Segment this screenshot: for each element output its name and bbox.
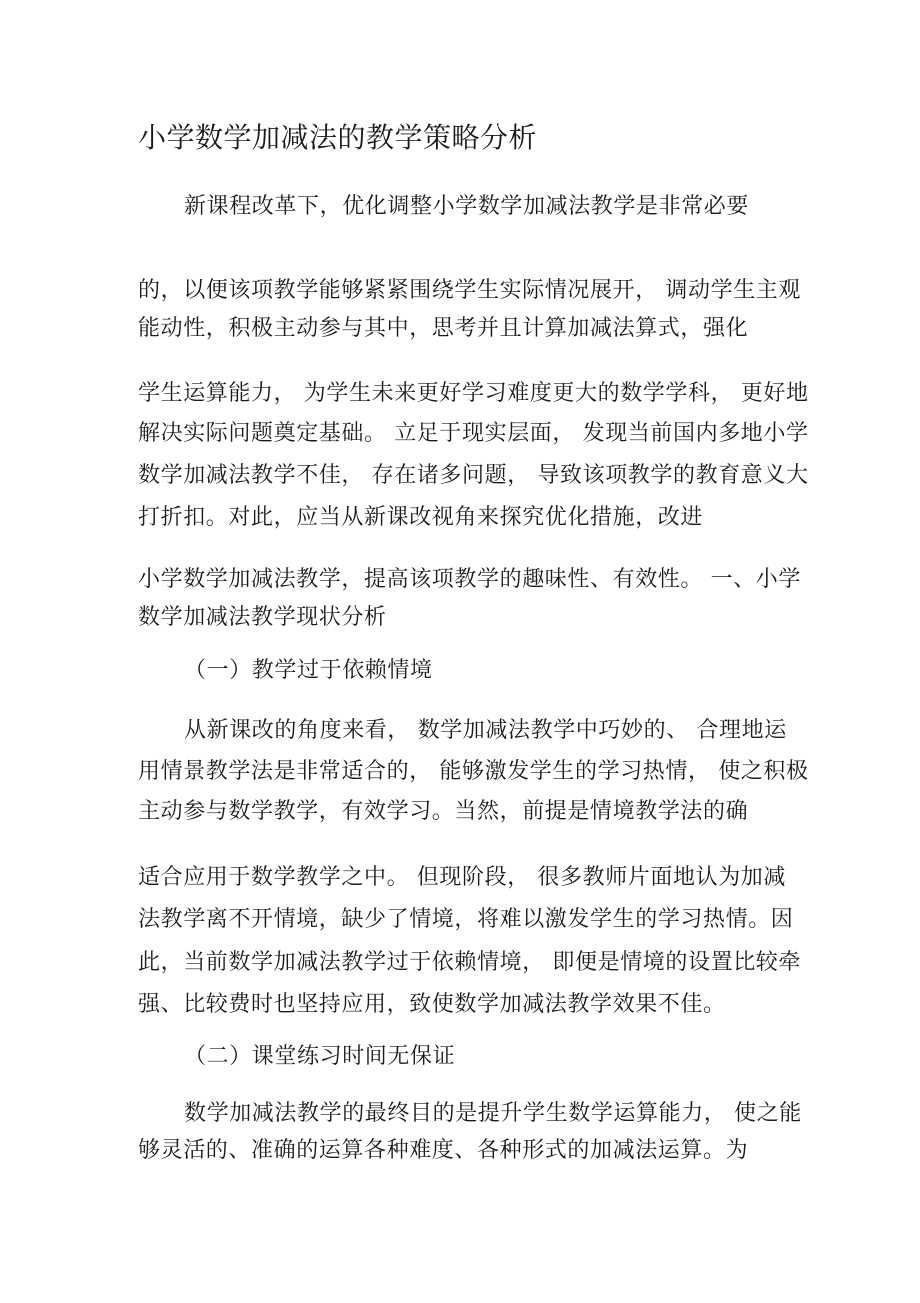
paragraph-line: 的，以便该项教学能够紧紧围绕学生实际情况展开， 调动学生主观 <box>138 278 801 303</box>
section-heading: （二）课堂练习时间无保证 <box>184 1044 456 1069</box>
paragraph-line: 数学加减法教学不佳， 存在诸多问题， 导致该项教学的教育意义大 <box>138 463 809 488</box>
paragraph-line: 数学加减法教学的最终目的是提升学生数学运算能力， 使之能 <box>184 1101 802 1126</box>
paragraph-line: 强、比较费时也坚持应用，致使数学加减法教学效果不佳。 <box>138 992 726 1017</box>
paragraph-line: 够灵活的、准确的运算各种难度、各种形式的加减法运算。为 <box>138 1138 749 1163</box>
paragraph-line: 新课程改革下，优化调整小学数学加减法教学是非常必要 <box>184 194 750 219</box>
paragraph-line: 学生运算能力， 为学生未来更好学习难度更大的数学学科， 更好地 <box>138 381 809 406</box>
section-heading: （一）教学过于依赖情境 <box>184 658 433 683</box>
document-title: 小学数学加减法的教学策略分析 <box>138 121 538 154</box>
paragraph-line: 适合应用于数学教学之中。 但现阶段， 很多教师片面地认为加减 <box>138 865 786 890</box>
paragraph-line: 打折扣。对此，应当从新课改视角来探究优化措施，改进 <box>138 505 704 530</box>
paragraph-line: 解决实际问题奠定基础。 立足于现实层面， 发现当前国内多地小学 <box>138 421 809 446</box>
paragraph-line: 从新课改的角度来看， 数学加减法教学中巧妙的、 合理地运 <box>184 718 787 743</box>
paragraph-line: 小学数学加减法教学，提高该项教学的趣味性、有效性。 一、小学 <box>138 567 801 592</box>
paragraph-line: 此，当前数学加减法教学过于依赖情境， 即便是情境的设置比较牵 <box>138 950 801 975</box>
paragraph-line: 数学加减法教学现状分析 <box>138 605 387 630</box>
paragraph-line: 主动参与数学教学，有效学习。当然，前提是情境教学法的确 <box>138 799 749 824</box>
paragraph-line: 能动性，积极主动参与其中，思考并且计算加减法算式，强化 <box>138 316 749 341</box>
paragraph-line: 法教学离不开情境，缺少了情境，将难以激发学生的学习热情。因 <box>138 907 794 932</box>
paragraph-line: 用情景教学法是非常适合的， 能够激发学生的学习热情， 使之积极 <box>138 759 809 784</box>
